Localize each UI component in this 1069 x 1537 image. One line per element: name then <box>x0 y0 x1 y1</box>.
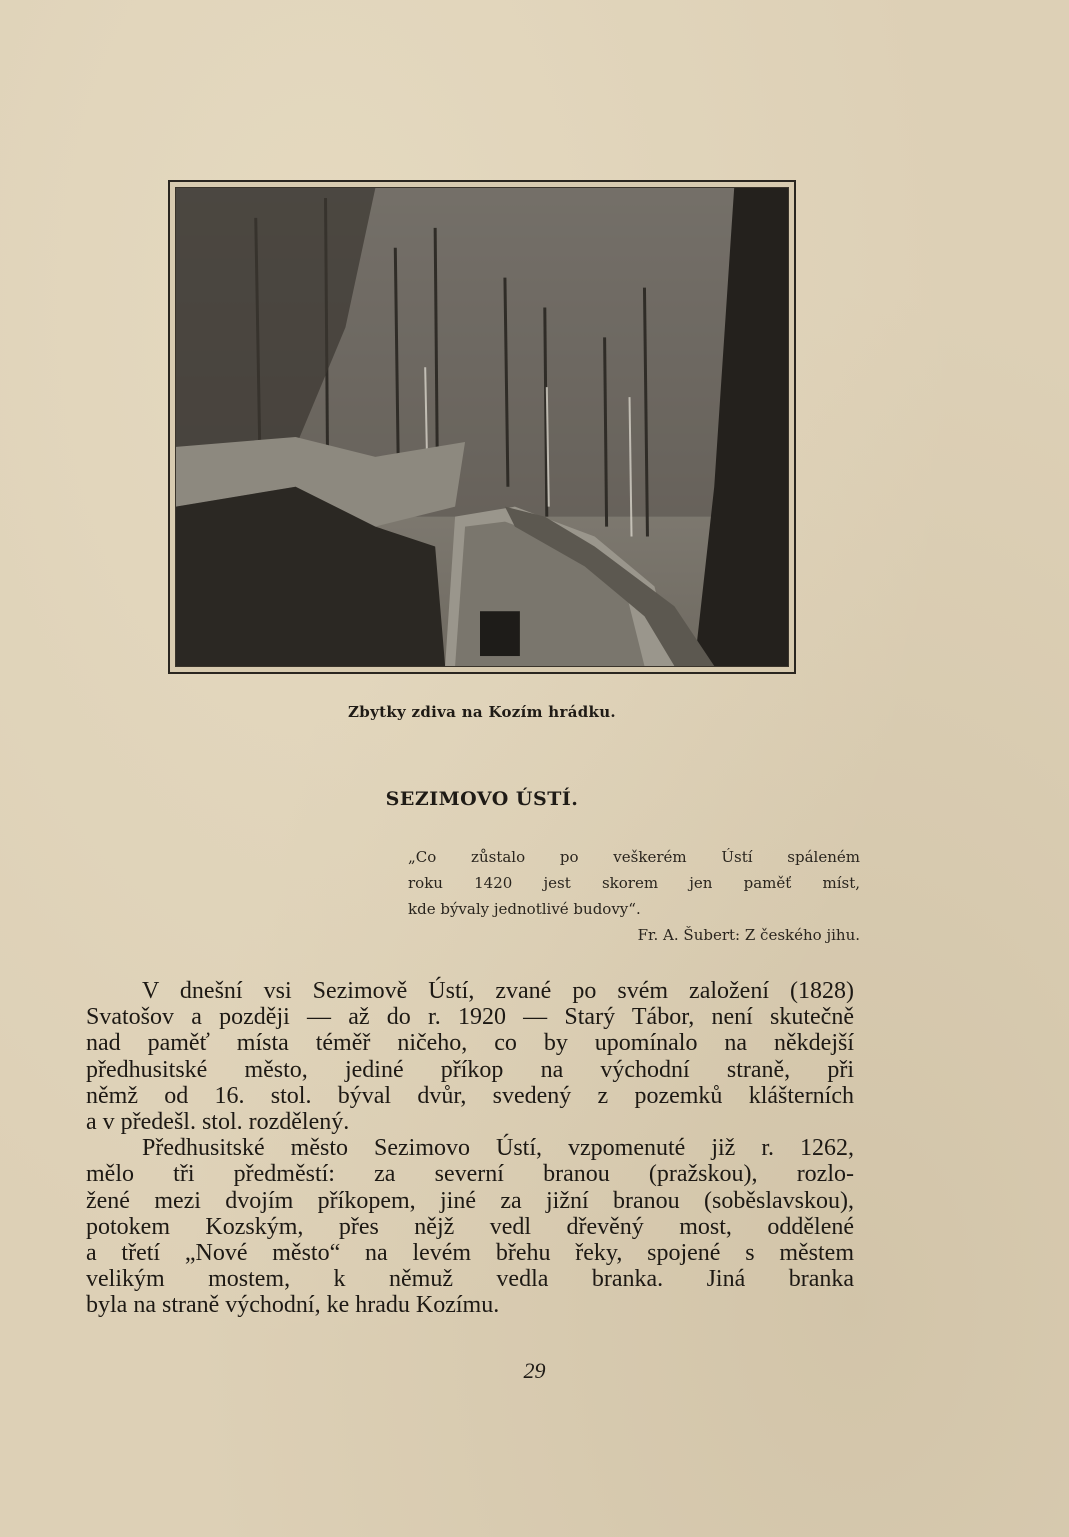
body-text <box>86 978 854 1319</box>
photograph-castle-ruins <box>175 187 789 667</box>
body-line: potokem Kozským, přes nějž vedl dřevěný most, oddělené <box>86 1213 854 1240</box>
body-line: předhusitské město, jediné příkop na východní straně, při <box>86 1056 854 1083</box>
epigraph-line: roku 1420 jest skorem jen paměť míst, <box>408 874 860 892</box>
epigraph-attribution: Fr. A. Šubert: Z českého jihu. <box>637 926 860 944</box>
body-line: nad paměť místa téměř ničeho, co by upomínalo na někdejší <box>86 1030 854 1057</box>
photograph-frame <box>168 180 796 674</box>
body-line: a v předešl. stol. rozdělený. <box>86 1109 350 1136</box>
page-number: 29 <box>523 1358 546 1383</box>
body-line: V dnešní vsi Sezimově Ústí, zvané po svém založení (1828) <box>142 978 854 1004</box>
body-line: mělo tři předměstí: za severní branou (pražskou), rozlo- <box>86 1161 854 1188</box>
body-line: žené mezi dvojím příkopem, jiné za jižní branou (soběslavskou), <box>86 1187 854 1214</box>
section-title: SEZIMOVO ÚSTÍ. <box>385 788 579 810</box>
body-line: velikým mostem, k němuž vedla branka. Jiná branka <box>86 1266 854 1293</box>
body-line: Předhusitské město Sezimovo Ústí, vzpomenuté již r. 1262, <box>142 1135 854 1162</box>
body-line: byla na straně východní, ke hradu Kozímu. <box>86 1292 500 1319</box>
body-line: a třetí „Nové město“ na levém břehu řeky, spojené s městem <box>86 1240 854 1267</box>
epigraph-line: kde bývaly jednotlivé budovy“. <box>408 900 641 918</box>
body-line: Svatošov a později — až do r. 1920 — Starý Tábor, není skutečně <box>86 1004 854 1031</box>
figure-caption: Zbytky zdiva na Kozím hrádku. <box>348 703 616 721</box>
epigraph <box>408 844 860 948</box>
body-line: němž od 16. stol. býval dvůr, svedený z pozemků klášterních <box>86 1082 854 1109</box>
epigraph-line: „Co zůstalo po veškerém Ústí spáleném <box>408 848 860 866</box>
